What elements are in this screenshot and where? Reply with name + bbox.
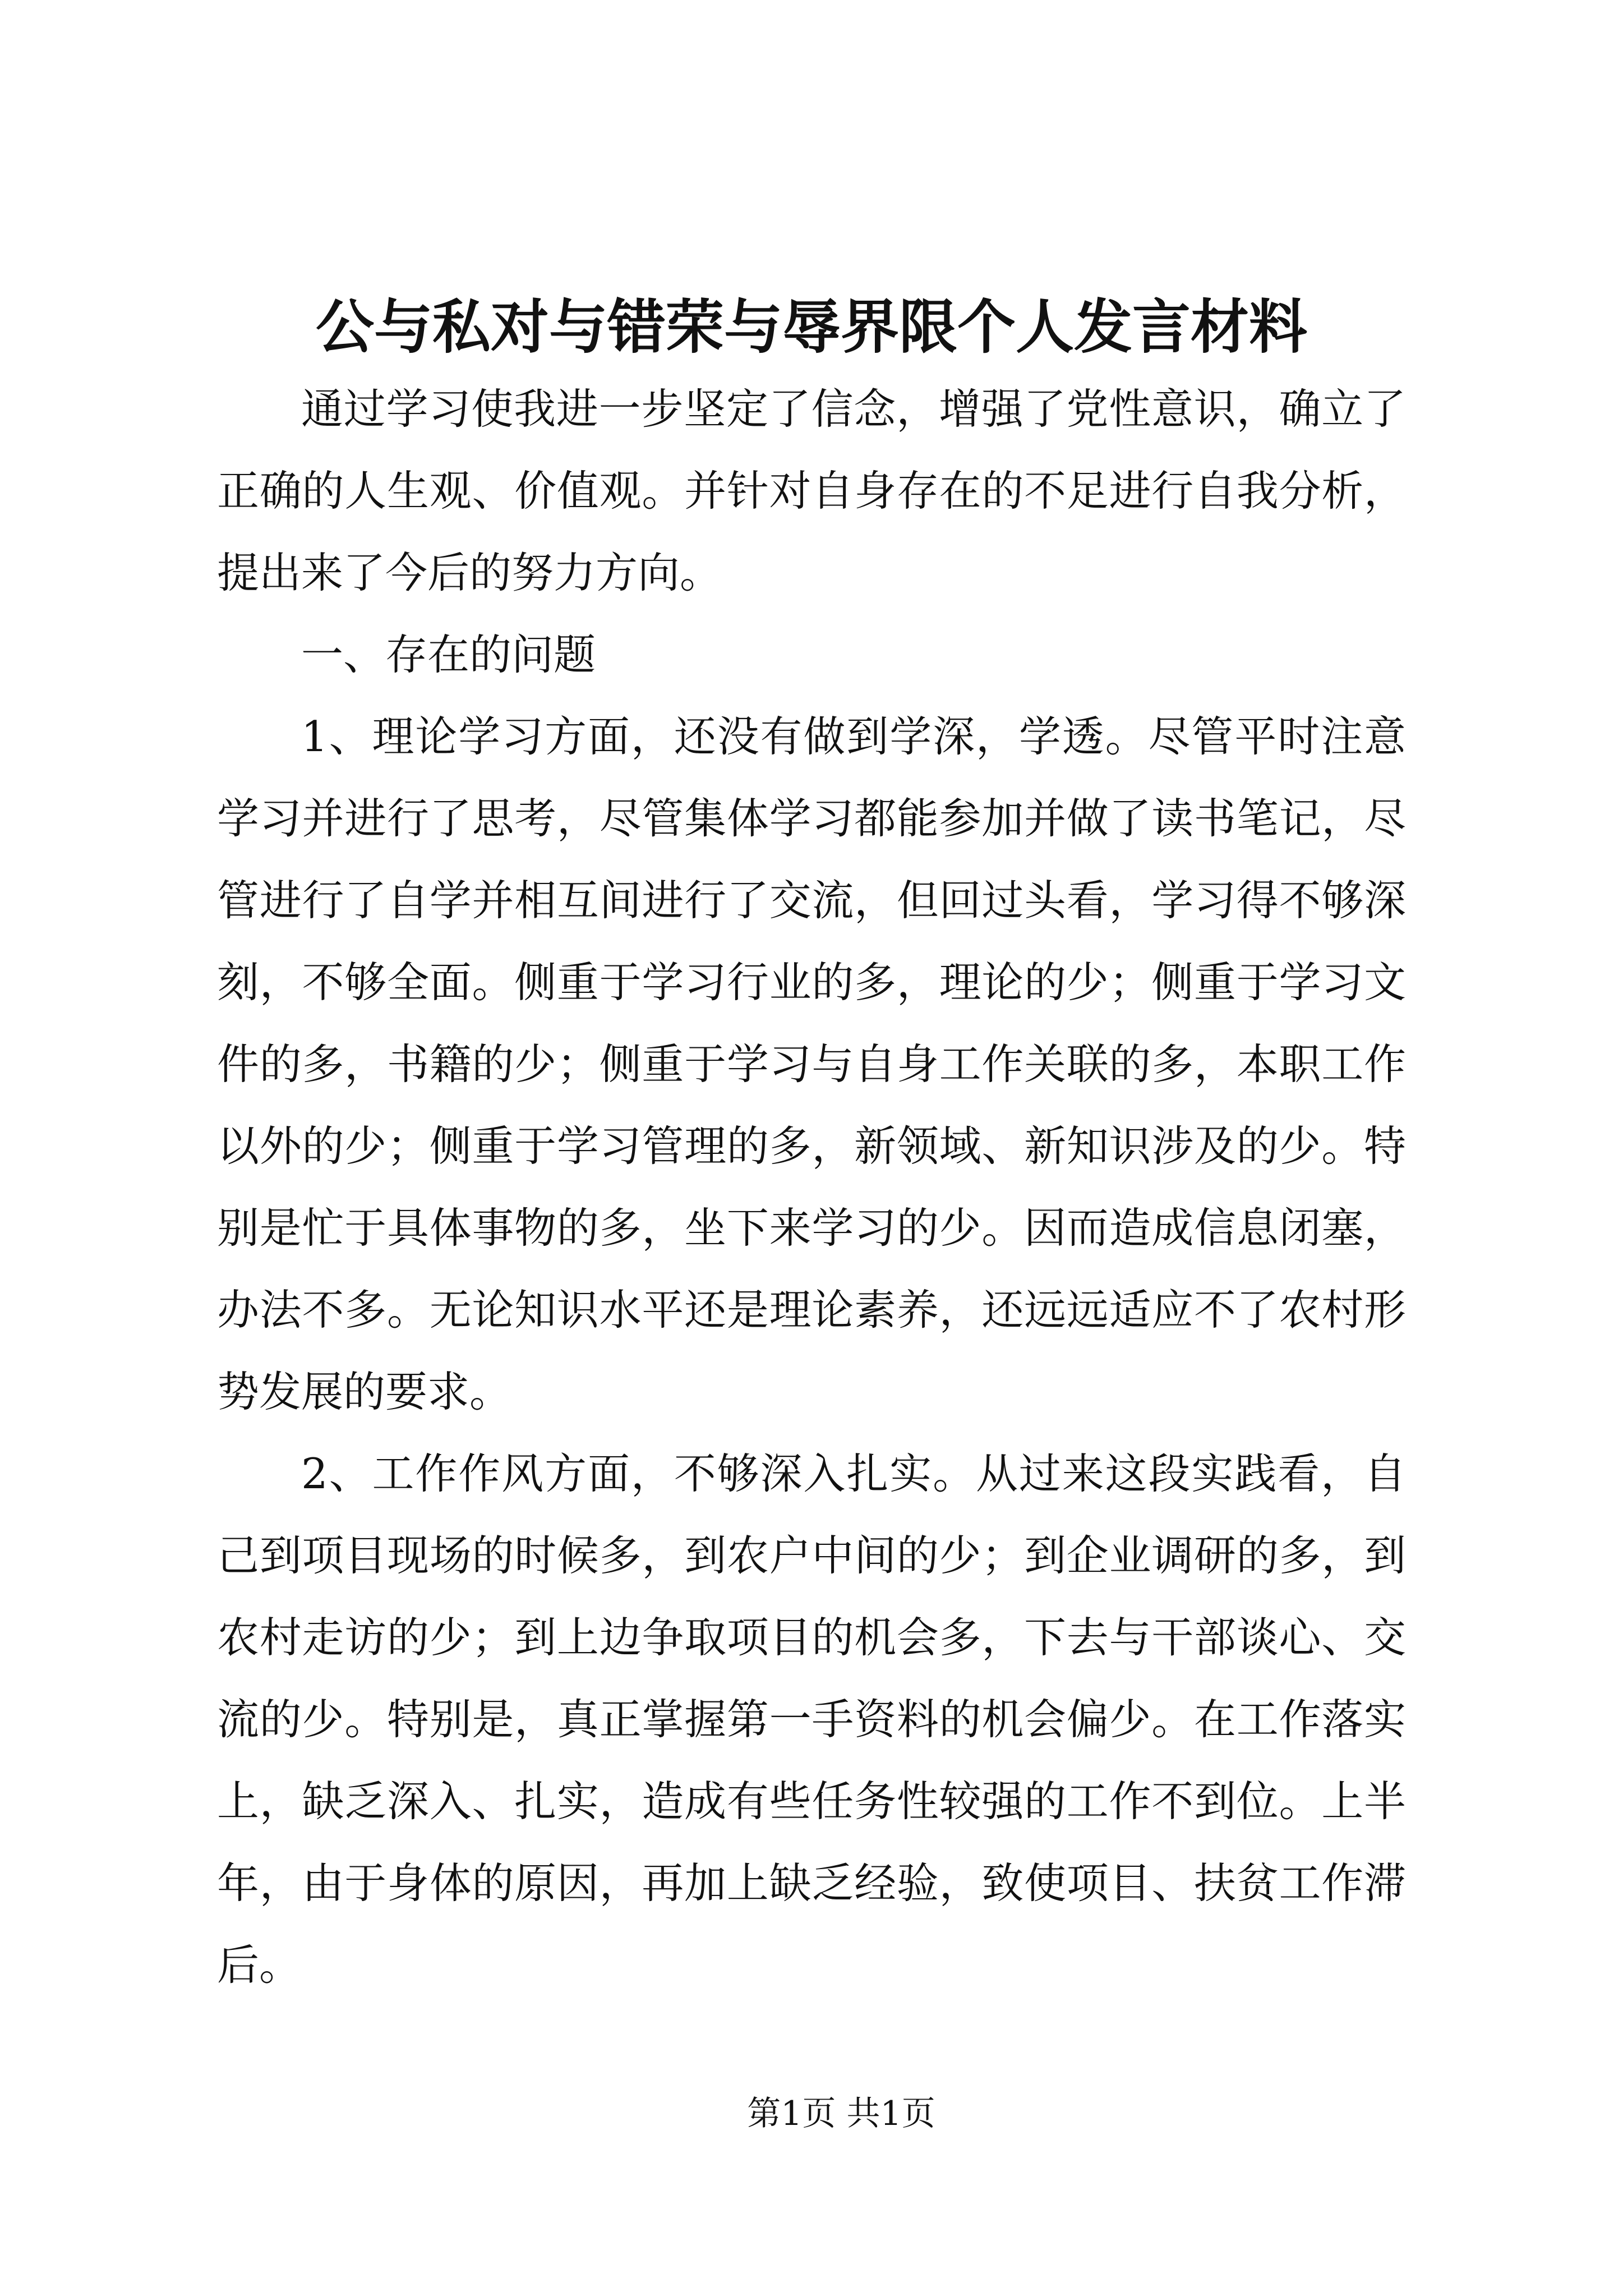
body-line: 后。: [217, 1940, 302, 1990]
page-footer: 第1页 共1页: [747, 2094, 935, 2133]
body-line: 正确的人生观、价值观。并针对自身存在的不足进行自我分析，: [217, 466, 1406, 516]
body-line: 通过学习使我进一步坚定了信念，增强了党性意识，确立了: [301, 384, 1406, 434]
paragraph-intro: [217, 368, 1406, 614]
body-line: 别是忙于具体事物的多，坐下来学习的少。因而造成信息闭塞，: [217, 1203, 1406, 1253]
body-line: 件的多，书籍的少；侧重于学习与自身工作关联的多，本职工作: [217, 1039, 1406, 1089]
document-body: [217, 368, 1406, 2006]
body-line: 年，由于身体的原因，再加上缺乏经验，致使项目、扶贫工作滞: [217, 1858, 1406, 1908]
body-line: 己到项目现场的时候多，到农户中间的少；到企业调研的多，到: [217, 1531, 1406, 1580]
section-heading: [217, 614, 1406, 696]
body-line: 2、工作作风方面，不够深入扎实。从过来这段实践看，自: [301, 1449, 1406, 1498]
body-line: 以外的少；侧重于学习管理的多，新领域、新知识涉及的少。特: [217, 1121, 1406, 1171]
body-line: 办法不多。无论知识水平还是理论素养，还远远适应不了农村形: [217, 1285, 1406, 1335]
body-line: 上，缺乏深入、扎实，造成有些任务性较强的工作不到位。上半: [217, 1777, 1406, 1826]
body-line: 刻，不够全面。侧重于学习行业的多，理论的少；侧重于学习文: [217, 958, 1406, 1007]
body-line: 学习并进行了思考，尽管集体学习都能参加并做了读书笔记，尽: [217, 794, 1406, 843]
body-line: 管进行了自学并相互间进行了交流，但回过头看，学习得不够深: [217, 876, 1406, 925]
body-line: 流的少。特别是，真正掌握第一手资料的机会偏少。在工作落实: [217, 1695, 1406, 1744]
body-line: 提出来了今后的努力方向。: [217, 548, 722, 597]
paragraph-theory-study: [217, 696, 1406, 1433]
section-heading-text: 一、存在的问题: [301, 630, 596, 679]
document-title: 公与私对与错荣与辱界限个人发言材料: [315, 292, 1307, 361]
body-line: 势发展的要求。: [217, 1367, 512, 1416]
body-line: 1、理论学习方面，还没有做到学深，学透。尽管平时注意: [301, 712, 1406, 761]
paragraph-work-style: [217, 1433, 1406, 2006]
body-line: 农村走访的少；到上边争取项目的机会多，下去与干部谈心、交: [217, 1613, 1406, 1662]
